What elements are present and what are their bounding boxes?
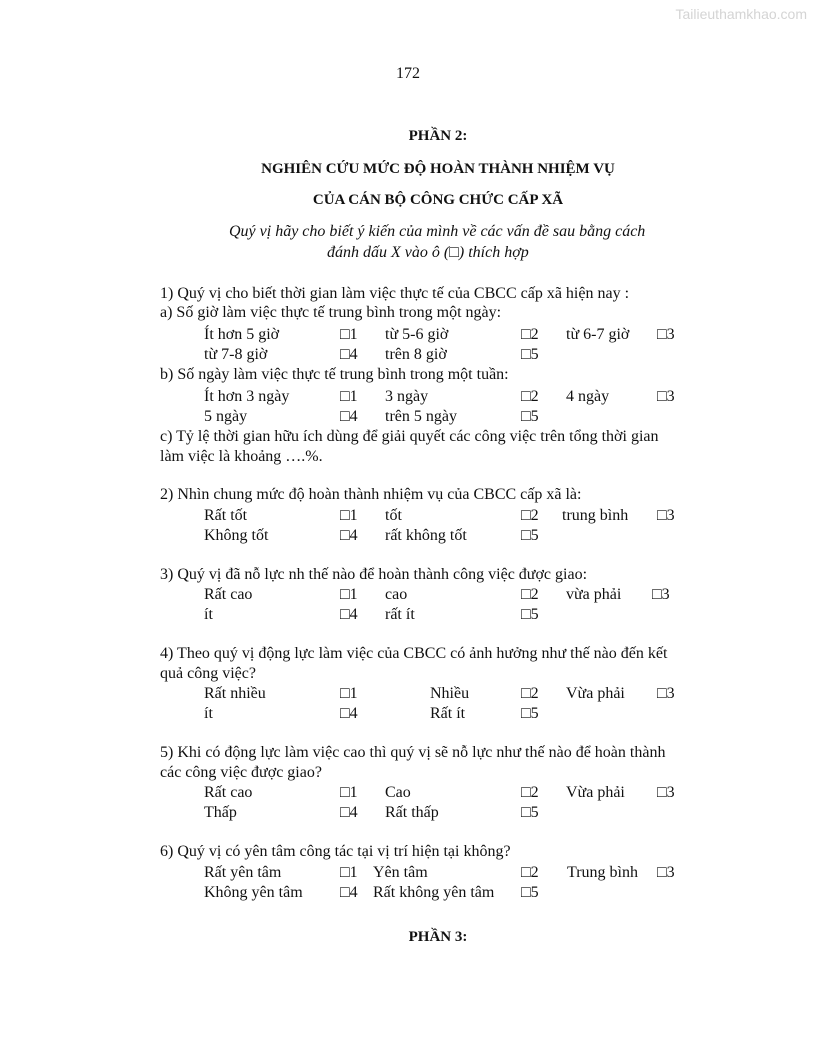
option-label: tốt [385, 507, 402, 524]
option-label: Vừa phải [566, 685, 625, 702]
option-label: Yên tâm [373, 864, 428, 881]
option-checkbox[interactable]: □2 [521, 388, 539, 405]
option-checkbox[interactable]: □4 [340, 606, 358, 623]
option-checkbox[interactable]: □4 [340, 884, 358, 901]
option-label: Vừa phải [566, 784, 625, 801]
option-label: Rất không yên tâm [373, 884, 495, 901]
option-label: ít [204, 606, 213, 623]
question-4-title-line1: 4) Theo quý vị động lực làm việc của CBCC có ảnh hưởng như thế nào đến kết [160, 645, 668, 662]
option-checkbox[interactable]: □5 [521, 606, 539, 623]
option-label: 5 ngày [204, 408, 248, 425]
option-label: Trung bình [567, 864, 638, 881]
option-label: Rất cao [204, 586, 253, 603]
option-checkbox[interactable]: □1 [340, 586, 358, 603]
option-checkbox[interactable]: □4 [340, 408, 358, 425]
part2-title-line1: NGHIÊN CỨU MỨC ĐỘ HOÀN THÀNH NHIỆM VỤ [261, 161, 615, 177]
option-checkbox[interactable]: □1 [340, 388, 358, 405]
option-checkbox[interactable]: □3 [657, 864, 675, 881]
option-label: từ 5-6 giờ [385, 326, 449, 343]
option-checkbox[interactable]: □1 [340, 685, 358, 702]
option-checkbox[interactable]: □2 [521, 507, 539, 524]
question-4-title-line2: quả công việc? [160, 665, 256, 682]
option-label: Ít hơn 5 giờ [204, 326, 280, 343]
part2-title-line2: CỦA CÁN BỘ CÔNG CHỨC CẤP XÃ [312, 192, 564, 208]
option-label: ít [204, 705, 213, 722]
option-checkbox[interactable]: □5 [521, 527, 539, 544]
option-label: trên 5 ngày [385, 408, 457, 425]
option-label: Ít hơn 3 ngày [204, 388, 290, 405]
option-checkbox[interactable]: □2 [521, 326, 539, 343]
intro-line2: đánh dấu X vào ô (□) thích hợp [327, 244, 529, 261]
question-1a-title: a) Số giờ làm việc thực tế trung bình trong một ngày: [160, 304, 502, 321]
option-label: Thấp [204, 804, 237, 821]
page-number: 172 [396, 65, 420, 82]
option-label: Nhiều [430, 685, 470, 702]
intro-line1: Quý vị hãy cho biết ý kiến của mình về các vấn đề sau bằng cách [229, 223, 646, 240]
option-checkbox[interactable]: □3 [657, 685, 675, 702]
option-checkbox[interactable]: □1 [340, 864, 358, 881]
option-checkbox[interactable]: □5 [521, 346, 539, 363]
option-checkbox[interactable]: □2 [521, 864, 539, 881]
option-label: trên 8 giờ [385, 346, 447, 363]
option-checkbox[interactable]: □4 [340, 346, 358, 363]
option-checkbox[interactable]: □1 [340, 326, 358, 343]
option-checkbox[interactable]: □5 [521, 884, 539, 901]
question-3-title: 3) Quý vị đã nỗ lực nh thế nào để hoàn thành công việc được giao: [160, 566, 588, 583]
option-label: từ 6-7 giờ [566, 326, 630, 343]
option-label: Không yên tâm [204, 884, 303, 901]
option-checkbox[interactable]: □1 [340, 507, 358, 524]
option-label: rất ít [385, 606, 415, 623]
part3-heading: PHẦN 3: [408, 929, 468, 945]
option-checkbox[interactable]: □2 [521, 685, 539, 702]
option-label: Cao [385, 784, 411, 801]
option-checkbox[interactable]: □2 [521, 586, 539, 603]
option-label: từ 7-8 giờ [204, 346, 268, 363]
option-label: cao [385, 586, 408, 603]
option-checkbox[interactable]: □4 [340, 804, 358, 821]
option-checkbox[interactable]: □4 [340, 527, 358, 544]
option-checkbox[interactable]: □3 [657, 388, 675, 405]
option-label: Rất yên tâm [204, 864, 282, 881]
option-label: 4 ngày [566, 388, 610, 405]
option-label: trung bình [562, 507, 629, 524]
option-label: 3 ngày [385, 388, 429, 405]
option-checkbox[interactable]: □3 [657, 784, 675, 801]
option-checkbox[interactable]: □1 [340, 784, 358, 801]
question-5-title-line1: 5) Khi có động lực làm việc cao thì quý vị sẽ nỗ lực như thế nào để hoàn thành [160, 744, 666, 761]
option-checkbox[interactable]: □5 [521, 408, 539, 425]
option-label: Không tốt [204, 527, 269, 544]
option-checkbox[interactable]: □3 [657, 507, 675, 524]
question-5-title-line2: các công việc được giao? [160, 764, 322, 781]
part2-heading: PHẦN 2: [408, 128, 468, 144]
option-checkbox[interactable]: □5 [521, 804, 539, 821]
option-label: Rất nhiều [204, 685, 266, 702]
option-label: Rất tốt [204, 507, 248, 524]
question-6-title: 6) Quý vị có yên tâm công tác tại vị trí hiện tại không? [160, 843, 511, 860]
option-label: Rất cao [204, 784, 253, 801]
question-1c-line1: c) Tỷ lệ thời gian hữu ích dùng để giải quyết các công việc trên tổng thời gian [160, 428, 659, 445]
question-1c-line2: làm việc là khoảng ….%. [160, 448, 323, 465]
question-1b-title: b) Số ngày làm việc thực tế trung bình trong một tuần: [160, 366, 509, 383]
watermark: Tailieuthamkhao.com [675, 6, 807, 22]
option-checkbox[interactable]: □4 [340, 705, 358, 722]
option-label: vừa phải [566, 586, 622, 603]
option-checkbox[interactable]: □2 [521, 784, 539, 801]
option-label: Rất thấp [385, 804, 439, 821]
option-checkbox[interactable]: □3 [657, 326, 675, 343]
option-label: Rất ít [430, 705, 466, 722]
option-checkbox[interactable]: □5 [521, 705, 539, 722]
question-1-title: 1) Quý vị cho biết thời gian làm việc thực tế của CBCC cấp xã hiện nay : [160, 285, 630, 302]
option-label: rất không tốt [385, 527, 467, 544]
option-checkbox[interactable]: □3 [652, 586, 670, 603]
question-2-title: 2) Nhìn chung mức độ hoàn thành nhiệm vụ của CBCC cấp xã là: [160, 486, 582, 503]
